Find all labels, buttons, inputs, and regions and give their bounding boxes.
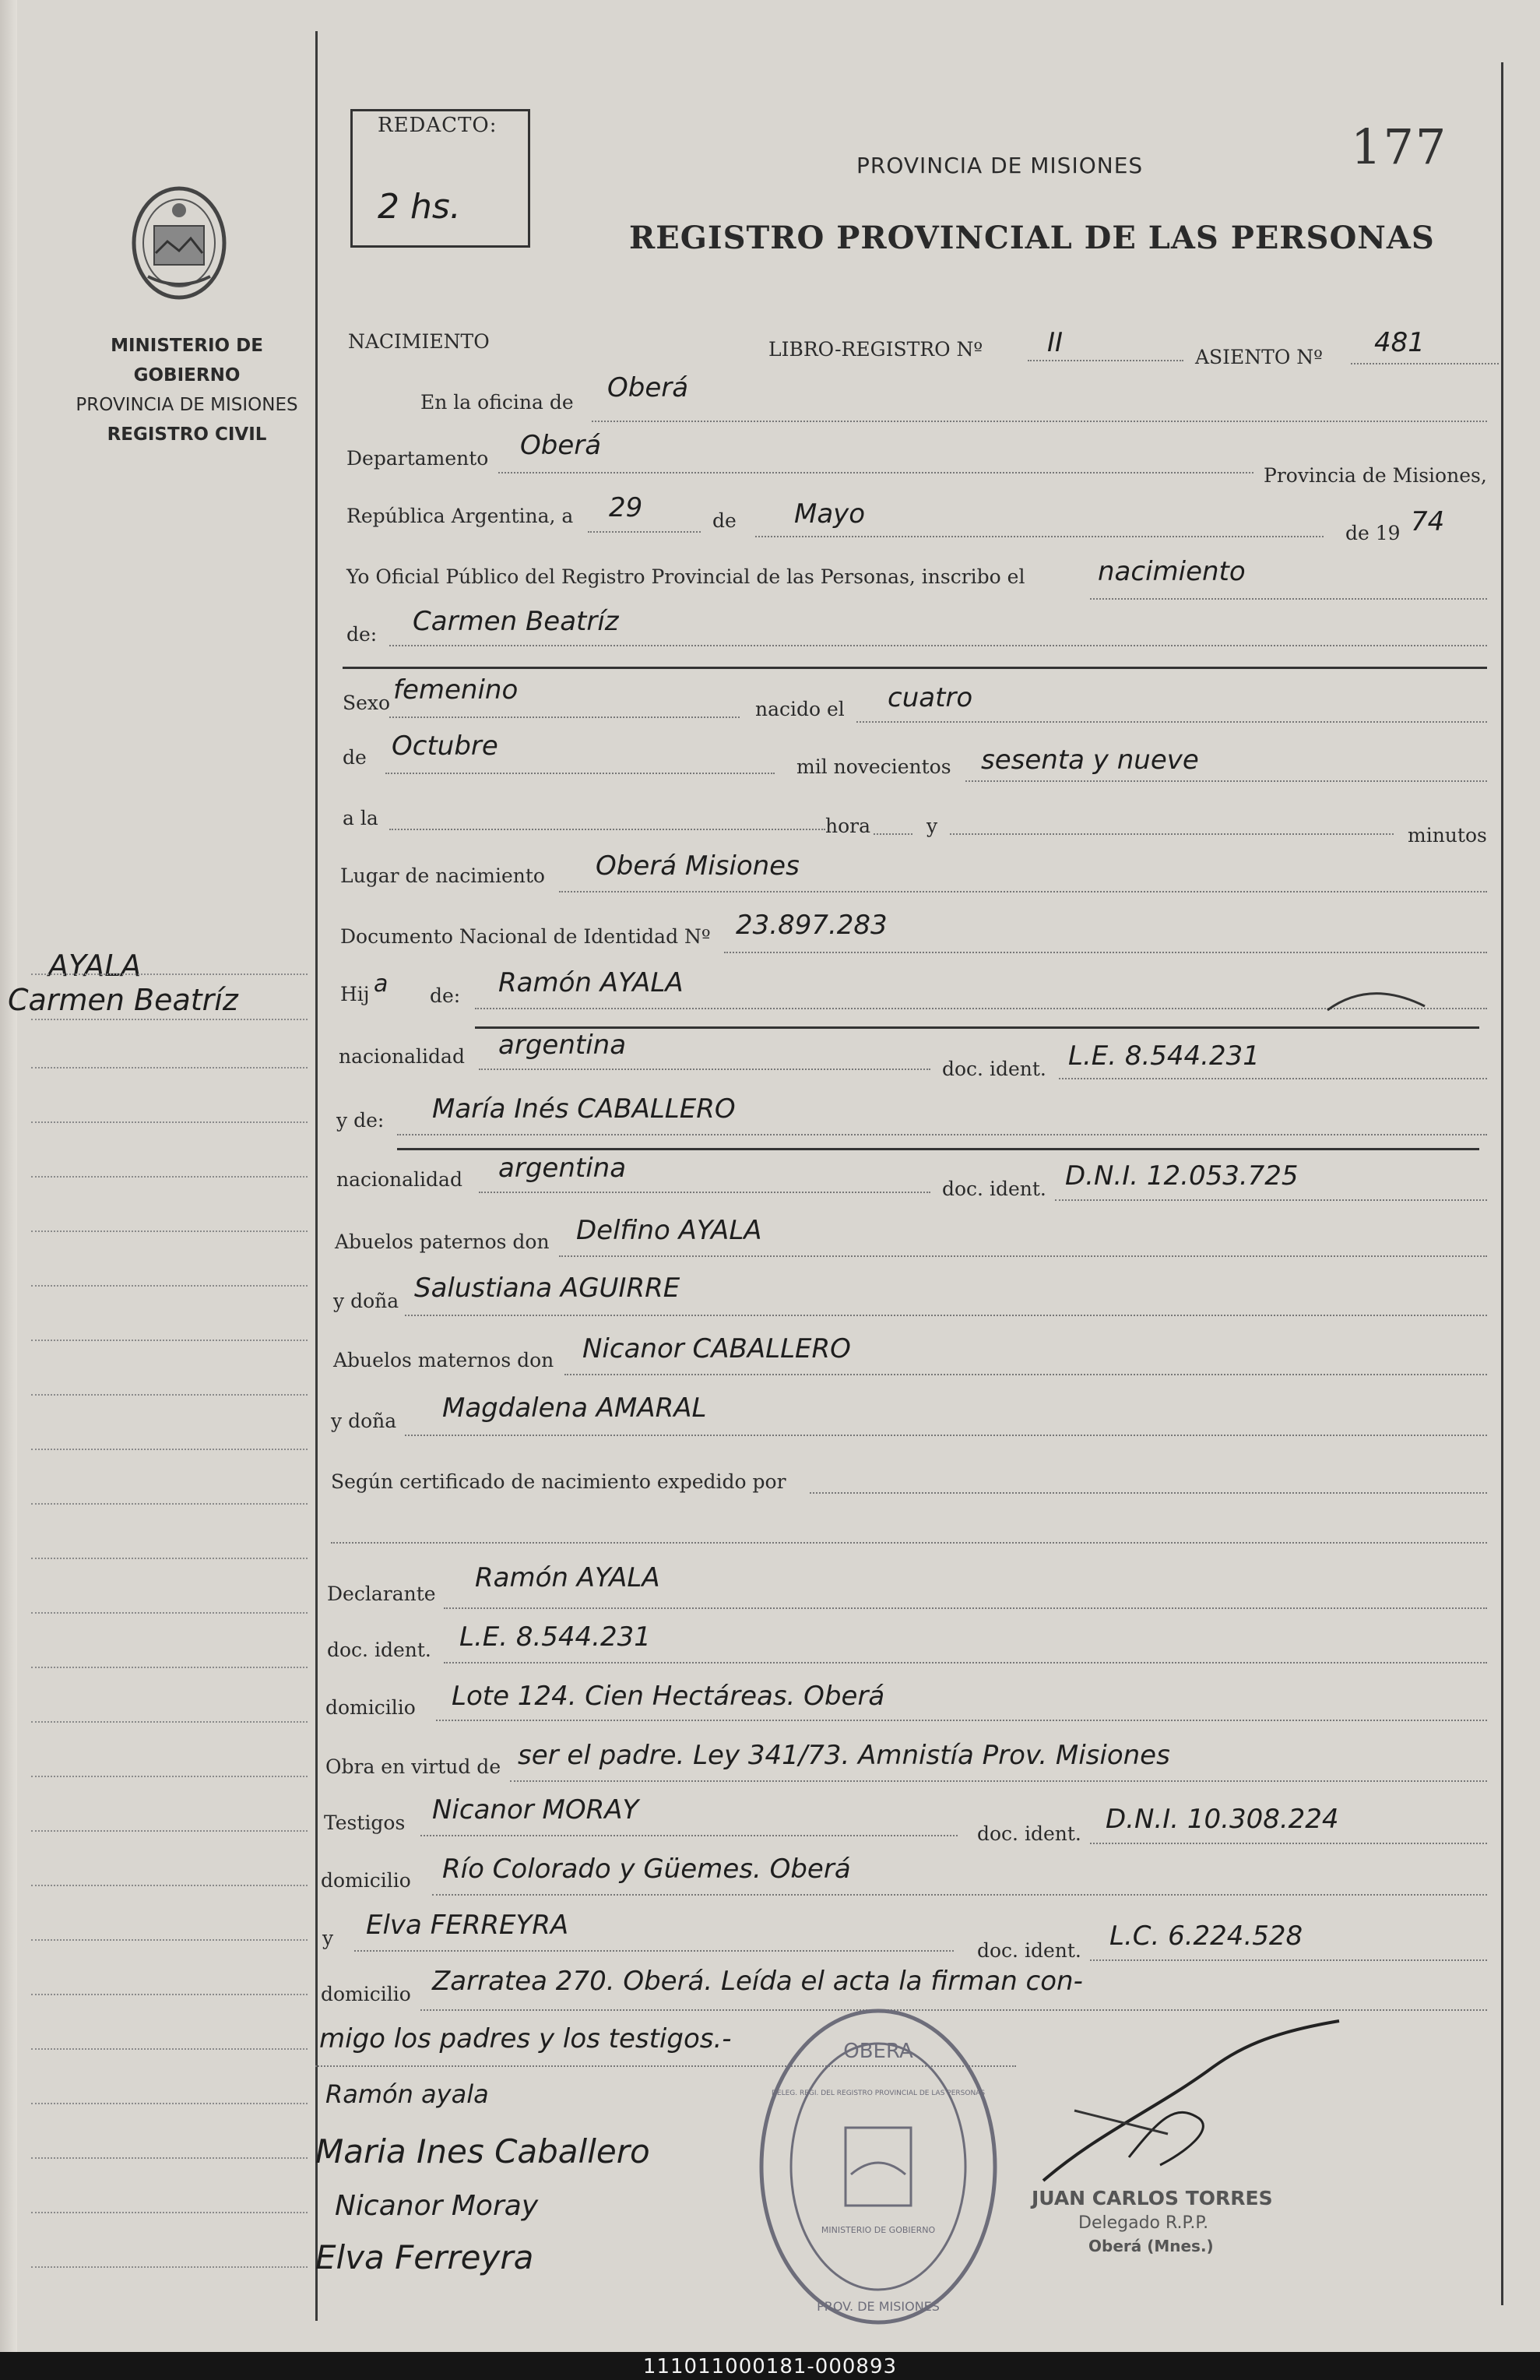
entry-line [1351, 363, 1499, 364]
maternal-grandmother-line [405, 1435, 1487, 1436]
closing-line: migo los padres y los testigos.- [319, 2023, 732, 2054]
flourish-icon [1324, 983, 1433, 1014]
father-nationality-label: nacionalidad [339, 1045, 465, 1068]
hour-label: hora [825, 815, 871, 837]
minutes-label: minutos [1408, 824, 1487, 847]
person-de-label: de: [346, 623, 378, 646]
margin-line [31, 1340, 308, 1341]
at-label: a la [343, 807, 378, 829]
official-stamp-icon [754, 2003, 1003, 2330]
year-label: de 19 [1345, 522, 1401, 544]
father-rule [475, 1026, 1479, 1029]
born-month-line [385, 773, 775, 774]
certificate-line-2 [331, 1542, 1487, 1544]
declarant-domicile: Lote 124. Cien Hectáreas. Oberá [452, 1681, 885, 1712]
born-de-label: de [343, 746, 367, 769]
mother-nationality-label: nacionalidad [336, 1168, 462, 1191]
minutes-line [950, 833, 1394, 835]
dni-value: 23.897.283 [736, 910, 888, 941]
office-line [592, 421, 1487, 422]
father-nationality: argentina [498, 1030, 627, 1061]
child-suffix: a [374, 970, 389, 998]
declarant-domicile-line [436, 1720, 1487, 1721]
official-signature-icon [1028, 2017, 1355, 2188]
official-statement: Yo Oficial Público del Registro Provincial de las Personas, inscribo el [346, 565, 1025, 588]
mother-doc-line [1055, 1199, 1487, 1201]
mother-nationality: argentina [498, 1153, 627, 1184]
born-day-line [856, 721, 1487, 723]
ministry-line1: MINISTERIO DE GOBIERNO [111, 336, 263, 386]
maternal-grandparents-label: Abuelos maternos don [333, 1349, 554, 1371]
acting-value: ser el padre. Ley 341/73. Amnistía Prov. Misiones [518, 1740, 1170, 1771]
year-value: 74 [1411, 506, 1445, 537]
mother-label: y de: [336, 1109, 385, 1132]
birthplace-line [559, 891, 1487, 892]
binding-edge [0, 0, 17, 2352]
stamp-official-place: Oberá (Mnes.) [1088, 2237, 1214, 2255]
province-header: PROVINCIA DE MISIONES [856, 153, 1144, 178]
hour-gap-line [874, 833, 912, 835]
margin-line [31, 2157, 308, 2159]
month-line [755, 536, 1324, 537]
person-line [389, 645, 1487, 646]
mother-nationality-line [479, 1192, 930, 1193]
section-rule [343, 667, 1487, 669]
acting-line [510, 1780, 1487, 1782]
day-value: 29 [609, 492, 643, 523]
witness1-name: Nicanor MORAY [432, 1794, 639, 1825]
stamp-center-text: MINISTERIO DE GOBIERNO [821, 2225, 936, 2235]
witness1-doc-line [1090, 1843, 1487, 1844]
paternal-grandmother: Salustiana AGUIRRE [414, 1273, 680, 1304]
mother-name: María Inés CABALLERO [432, 1093, 736, 1125]
thousand-label: mil novecientos [796, 755, 951, 778]
margin-line [31, 1994, 308, 1995]
book-value: II [1047, 327, 1064, 358]
maternal-grandfather: Nicanor CABALLERO [582, 1333, 851, 1364]
stamp-official-title: Delegado R.P.P. [1078, 2213, 1209, 2233]
declarant-doc-label: doc. ident. [327, 1639, 431, 1661]
stamp-bottom-text: PROV. DE MISIONES [817, 2299, 940, 2314]
redacto-value: 2 hs. [378, 187, 461, 227]
sex-line [389, 716, 740, 718]
province-seal-icon [125, 179, 234, 304]
margin-surname: AYALA [48, 949, 142, 983]
ministry-line3: REGISTRO CIVIL [107, 424, 267, 445]
stamp-top-text: OBERA [843, 2040, 913, 2063]
stamp-ring-text: DELEG. REGI. DEL REGISTRO PROVINCIAL DE LAS PERSONAS [771, 2090, 986, 2097]
margin-line [31, 1019, 308, 1020]
month-value: Mayo [794, 498, 866, 530]
province-suffix: Provincia de Misiones, [1264, 464, 1487, 487]
born-day-value: cuatro [888, 682, 973, 713]
inscribe-value: nacimiento [1098, 556, 1246, 587]
maternal-grandmother-label: y doña [331, 1410, 397, 1432]
father-doc: L.E. 8.544.231 [1068, 1040, 1260, 1072]
witness1-doc-label: doc. ident. [977, 1822, 1081, 1845]
dni-label: Documento Nacional de Identidad Nº [340, 925, 711, 948]
page-number: 177 [1351, 118, 1448, 175]
father-doc-label: doc. ident. [942, 1058, 1046, 1080]
witness2-doc: L.C. 6.224.528 [1109, 1921, 1303, 1952]
declarant-label: Declarante [327, 1583, 436, 1605]
certificate-line [810, 1492, 1487, 1494]
margin-given-names: Carmen Beatríz [8, 983, 238, 1017]
margin-line [31, 1394, 308, 1396]
signature-witness1: Nicanor Moray [335, 2190, 539, 2222]
birthplace-label: Lugar de nacimiento [340, 864, 545, 887]
paternal-grandfather-line [559, 1255, 1487, 1257]
sex-label: Sexo [343, 692, 391, 714]
declarant-doc: L.E. 8.544.231 [459, 1621, 651, 1653]
margin-line [31, 1830, 308, 1832]
margin-line [31, 1176, 308, 1178]
mother-line [397, 1134, 1487, 1135]
office-value: Oberá [607, 372, 689, 403]
margin-line [31, 1939, 308, 1941]
paternal-grandfather: Delfino AYALA [576, 1215, 762, 1246]
declarant-domicile-label: domicilio [325, 1696, 416, 1719]
witness2-domicile-label: domicilio [321, 1983, 411, 2005]
witness1-doc: D.N.I. 10.308.224 [1106, 1804, 1339, 1835]
witness2-domicile: Zarratea 270. Oberá. Leída el acta la firman con- [432, 1966, 1083, 1997]
paternal-grandmother-label: y doña [333, 1290, 399, 1312]
paternal-grandparents-label: Abuelos paternos don [335, 1230, 550, 1253]
margin-line [31, 1503, 308, 1505]
witness2-name: Elva FERREYRA [366, 1910, 569, 1941]
witness2-doc-label: doc. ident. [977, 1939, 1081, 1962]
paternal-grandmother-line [405, 1315, 1487, 1316]
office-label: En la oficina de [420, 391, 574, 414]
witness1-domicile-line [432, 1894, 1487, 1896]
registry-title: REGISTRO PROVINCIAL DE LAS PERSONAS [629, 220, 1435, 256]
signature-father: Ramón ayala [325, 2079, 489, 2109]
entry-value: 481 [1374, 327, 1425, 358]
margin-line [31, 2212, 308, 2213]
born-label: nacido el [755, 698, 845, 720]
father-name: Ramón AYALA [498, 967, 684, 998]
born-year-value: sesenta y nueve [981, 745, 1199, 776]
witnesses-label: Testigos [324, 1811, 406, 1834]
signature-witness2: Elva Ferreyra [315, 2238, 534, 2276]
birthplace-value: Oberá Misiones [596, 850, 800, 882]
margin-line [31, 1285, 308, 1287]
department-value: Oberá [520, 430, 602, 461]
inscribe-line [1090, 598, 1487, 600]
margin-line [31, 1558, 308, 1559]
margin-line [31, 1449, 308, 1450]
maternal-grandmother: Magdalena AMARAL [442, 1392, 707, 1424]
maternal-grandfather-line [564, 1374, 1487, 1375]
margin-line [31, 1721, 308, 1723]
witness1-line [420, 1835, 958, 1836]
child-de-label: de: [430, 984, 461, 1007]
right-rule [1501, 62, 1503, 2305]
day-line [588, 531, 701, 533]
mother-rule [397, 1148, 1479, 1150]
witness2-and-label: y [322, 1927, 334, 1949]
margin-line [31, 1612, 308, 1614]
sex-value: femenino [393, 674, 519, 706]
witness1-domicile-label: domicilio [321, 1869, 411, 1892]
mother-doc: D.N.I. 12.053.725 [1065, 1160, 1299, 1192]
born-year-line [965, 780, 1487, 782]
person-name: Carmen Beatríz [413, 606, 619, 637]
dni-line [724, 952, 1487, 953]
witness2-doc-line [1090, 1959, 1487, 1961]
declarant-doc-line [444, 1662, 1487, 1664]
witness1-domicile: Río Colorado y Güemes. Oberá [442, 1854, 851, 1885]
margin-line [31, 1885, 308, 1886]
mother-doc-label: doc. ident. [942, 1178, 1046, 1200]
document-id: 111011000181-000893 [642, 2355, 898, 2378]
signature-mother: Maria Ines Caballero [315, 2132, 650, 2171]
father-doc-line [1059, 1078, 1487, 1079]
acting-label: Obra en virtud de [325, 1755, 501, 1778]
margin-line [31, 1667, 308, 1668]
margin-line [31, 2266, 308, 2268]
margin-line [31, 2048, 308, 2050]
hour-line [389, 829, 825, 830]
stamp-official-name: JUAN CARLOS TORRES [1032, 2187, 1273, 2209]
and-label: y [926, 815, 938, 837]
margin-line [31, 1230, 308, 1232]
margin-line [31, 1776, 308, 1777]
entry-label: ASIENTO Nº [1195, 346, 1323, 368]
witness2-line [354, 1950, 954, 1952]
ministry-block [54, 331, 319, 449]
declarant-name: Ramón AYALA [475, 1562, 660, 1593]
margin-line [31, 973, 308, 975]
born-month-value: Octubre [392, 731, 498, 762]
month-de-label: de [712, 509, 737, 532]
record-type-label: NACIMIENTO [348, 330, 490, 353]
redacto-label: REDACTO: [378, 114, 498, 137]
margin-line [31, 1121, 308, 1123]
book-line [1028, 360, 1183, 361]
certificate-label: Según certificado de nacimiento expedido por [331, 1470, 786, 1493]
book-label: LIBRO-REGISTRO Nº [768, 338, 983, 361]
father-nationality-line [479, 1069, 930, 1070]
declarant-line [444, 1607, 1487, 1609]
margin-line [31, 1067, 308, 1069]
ministry-line2: PROVINCIA DE MISIONES [76, 395, 298, 415]
department-line [498, 472, 1253, 474]
margin-line [31, 2103, 308, 2104]
child-label: Hij [340, 983, 370, 1005]
department-label: Departamento [346, 447, 489, 470]
republic-label: República Argentina, a [346, 505, 574, 527]
